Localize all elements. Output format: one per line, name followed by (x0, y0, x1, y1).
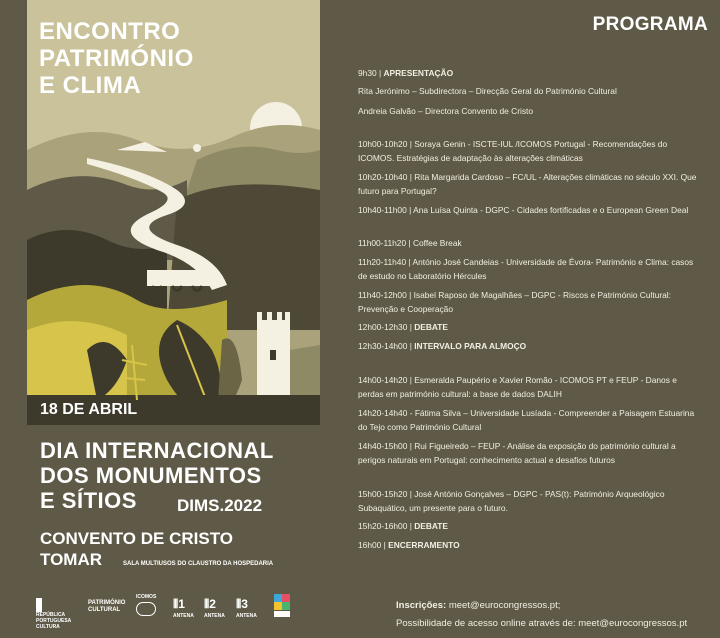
antena-3-logo (236, 597, 257, 619)
program-text: Soraya Genin - ISCTE-IUL /ICOMOS Portugal - Recomendações do ICOMOS. Estratégias de adaptação às alterações climáticas (358, 139, 668, 163)
dims-label: DIMS.2022 (177, 496, 263, 515)
program-time: 14h20-14h40 - (358, 408, 415, 418)
program-item (358, 519, 703, 533)
event-title-line: ENCONTRO (39, 18, 181, 45)
patrimonio-cultural-logo (88, 600, 125, 614)
room-label: SALA MULTIUSOS DO CLAUSTRO DA HOSPEDARIA (123, 561, 274, 567)
registration-line (396, 600, 560, 611)
antena-label: ANTENA (173, 613, 194, 619)
program-text: DEBATE (414, 521, 449, 531)
program-text: Andreia Galvão – Directora Convento de Cristo (358, 106, 534, 116)
venue-line: TOMAR (40, 550, 103, 569)
program-time: 10h00-10h20 | (358, 139, 415, 149)
venue-line: CONVENTO DE CRISTO (40, 529, 234, 548)
program-text: Rui Figueiredo – FEUP - Análise da exposição do património cultural a perigos naturais em Portugal: conhecimento actual e desafios futuros (358, 441, 676, 465)
program-time: 9h30 | (358, 68, 384, 78)
program-item (358, 236, 703, 250)
program-text: INTERVALO PARA ALMOÇO (414, 341, 527, 351)
online-access-line: Possibilidade de acesso online através de: meet@eurocongressos.pt (396, 618, 688, 629)
program-time: 14h40-15h00 | (358, 441, 415, 451)
logo-text: PORTUGUESA (36, 618, 72, 624)
program-time: 12h00-12h30 | (358, 322, 415, 332)
program-item (358, 339, 703, 353)
program-text: Coffee Break (412, 238, 462, 248)
logo-text: REPÚBLICA (36, 612, 66, 618)
program-heading: PROGRAMA (592, 14, 708, 35)
program-item (358, 104, 703, 118)
program-time: 15h00-15h20 | (358, 489, 415, 499)
program-item (358, 137, 703, 165)
antena-waves-icon: ⦀ (204, 597, 210, 611)
program-text: José António Gonçalves – DGPC - PAS(t): Património Arqueológico Subaquático, um presente para o futuro. (358, 489, 665, 513)
program-item (358, 288, 703, 316)
program-item (358, 203, 703, 217)
event-title-line: E CLIMA (39, 72, 142, 99)
logo-text: ICOMOS (136, 594, 157, 600)
program-time: 16h00 | (358, 540, 389, 550)
program-item (358, 84, 703, 98)
dia-line: DOS MONUMENTOS (40, 463, 262, 488)
program-text: ENCERRAMENTO (388, 540, 460, 550)
icomos-logo (136, 594, 156, 618)
program-text: APRESENTAÇÃO (383, 68, 454, 78)
antena-label: ANTENA (236, 613, 257, 619)
program-item (358, 538, 703, 552)
antena-waves-icon: ⦀ (236, 597, 242, 611)
program-item (358, 320, 703, 334)
program-text: Rita Jerónimo – Subdirectora – Direcção Geral do Património Cultural (358, 86, 617, 96)
program-time: 10h20-10h40 | (358, 172, 415, 182)
program-time: 11h20-11h40 | (358, 257, 413, 267)
program-item (358, 439, 703, 467)
antena-number: 1 (178, 597, 185, 611)
logo-text: PATRIMÓNIO (88, 600, 126, 606)
antena-label: ANTENA (204, 613, 225, 619)
poster-left-panel (0, 0, 330, 638)
antena-number: 2 (209, 597, 216, 611)
dia-line: E SÍTIOS (40, 488, 137, 513)
program-text: Esmeralda Paupério e Xavier Romão - ICOMOS PT e FEUP - Danos e perdas em património cultural: a base de dados DALIH (358, 375, 677, 399)
event-date: 18 DE ABRIL (40, 401, 138, 418)
program-time: 11h00-11h20 | (358, 238, 413, 248)
program-text: Rita Margarida Cardoso – FC/UL - Alterações climáticas no século XXI. Que futuro para Portugal? (358, 172, 697, 196)
program-text: Isabel Raposo de Magalhães – DGPC - Riscos e Património Cultural: Prevenção e Cooperação (358, 290, 671, 314)
logo-text: CULTURA (36, 624, 60, 630)
logo-text: CULTURAL (88, 607, 121, 613)
program-text: DEBATE (414, 322, 449, 332)
antena-1-logo (173, 597, 194, 619)
antena-number: 3 (241, 597, 248, 611)
program-time: 15h20-16h00 | (358, 521, 415, 531)
program-item (358, 255, 703, 283)
registration-label: Inscrições: (396, 600, 447, 611)
multicolor-logo (274, 594, 290, 618)
program-item (358, 406, 703, 434)
program-text: Ana Luísa Quinta - DGPC - Cidades fortificadas e o European Green Deal (413, 205, 689, 215)
program-item (358, 66, 703, 80)
program-panel (330, 0, 720, 638)
dia-line: DIA INTERNACIONAL (40, 438, 274, 463)
republica-portuguesa-logo (36, 598, 71, 630)
registration-email[interactable]: meet@eurocongressos.pt; (448, 600, 561, 611)
program-time: 12h30-14h00 | (358, 341, 415, 351)
antena-waves-icon: ⦀ (173, 597, 179, 611)
program-time: 11h40-12h00 | (358, 290, 414, 300)
antena-2-logo (204, 597, 225, 619)
event-title (39, 18, 194, 99)
program-text: António José Candeias - Universidade de Évora- Património e Clima: casos de estudo no Laboratório Hércules (358, 257, 694, 281)
program-text: Fátima Silva – Universidade Lusíada - Compreender a Paisagem Estuarina do Tejo como Património Cultural (358, 408, 695, 432)
program-time: 10h40-11h00 | (358, 205, 414, 215)
program-item (358, 373, 703, 401)
program-item (358, 487, 703, 515)
program-item (358, 170, 703, 198)
program-time: 14h00-14h20 | (358, 375, 415, 385)
event-title-line: PATRIMÓNIO (39, 45, 194, 72)
